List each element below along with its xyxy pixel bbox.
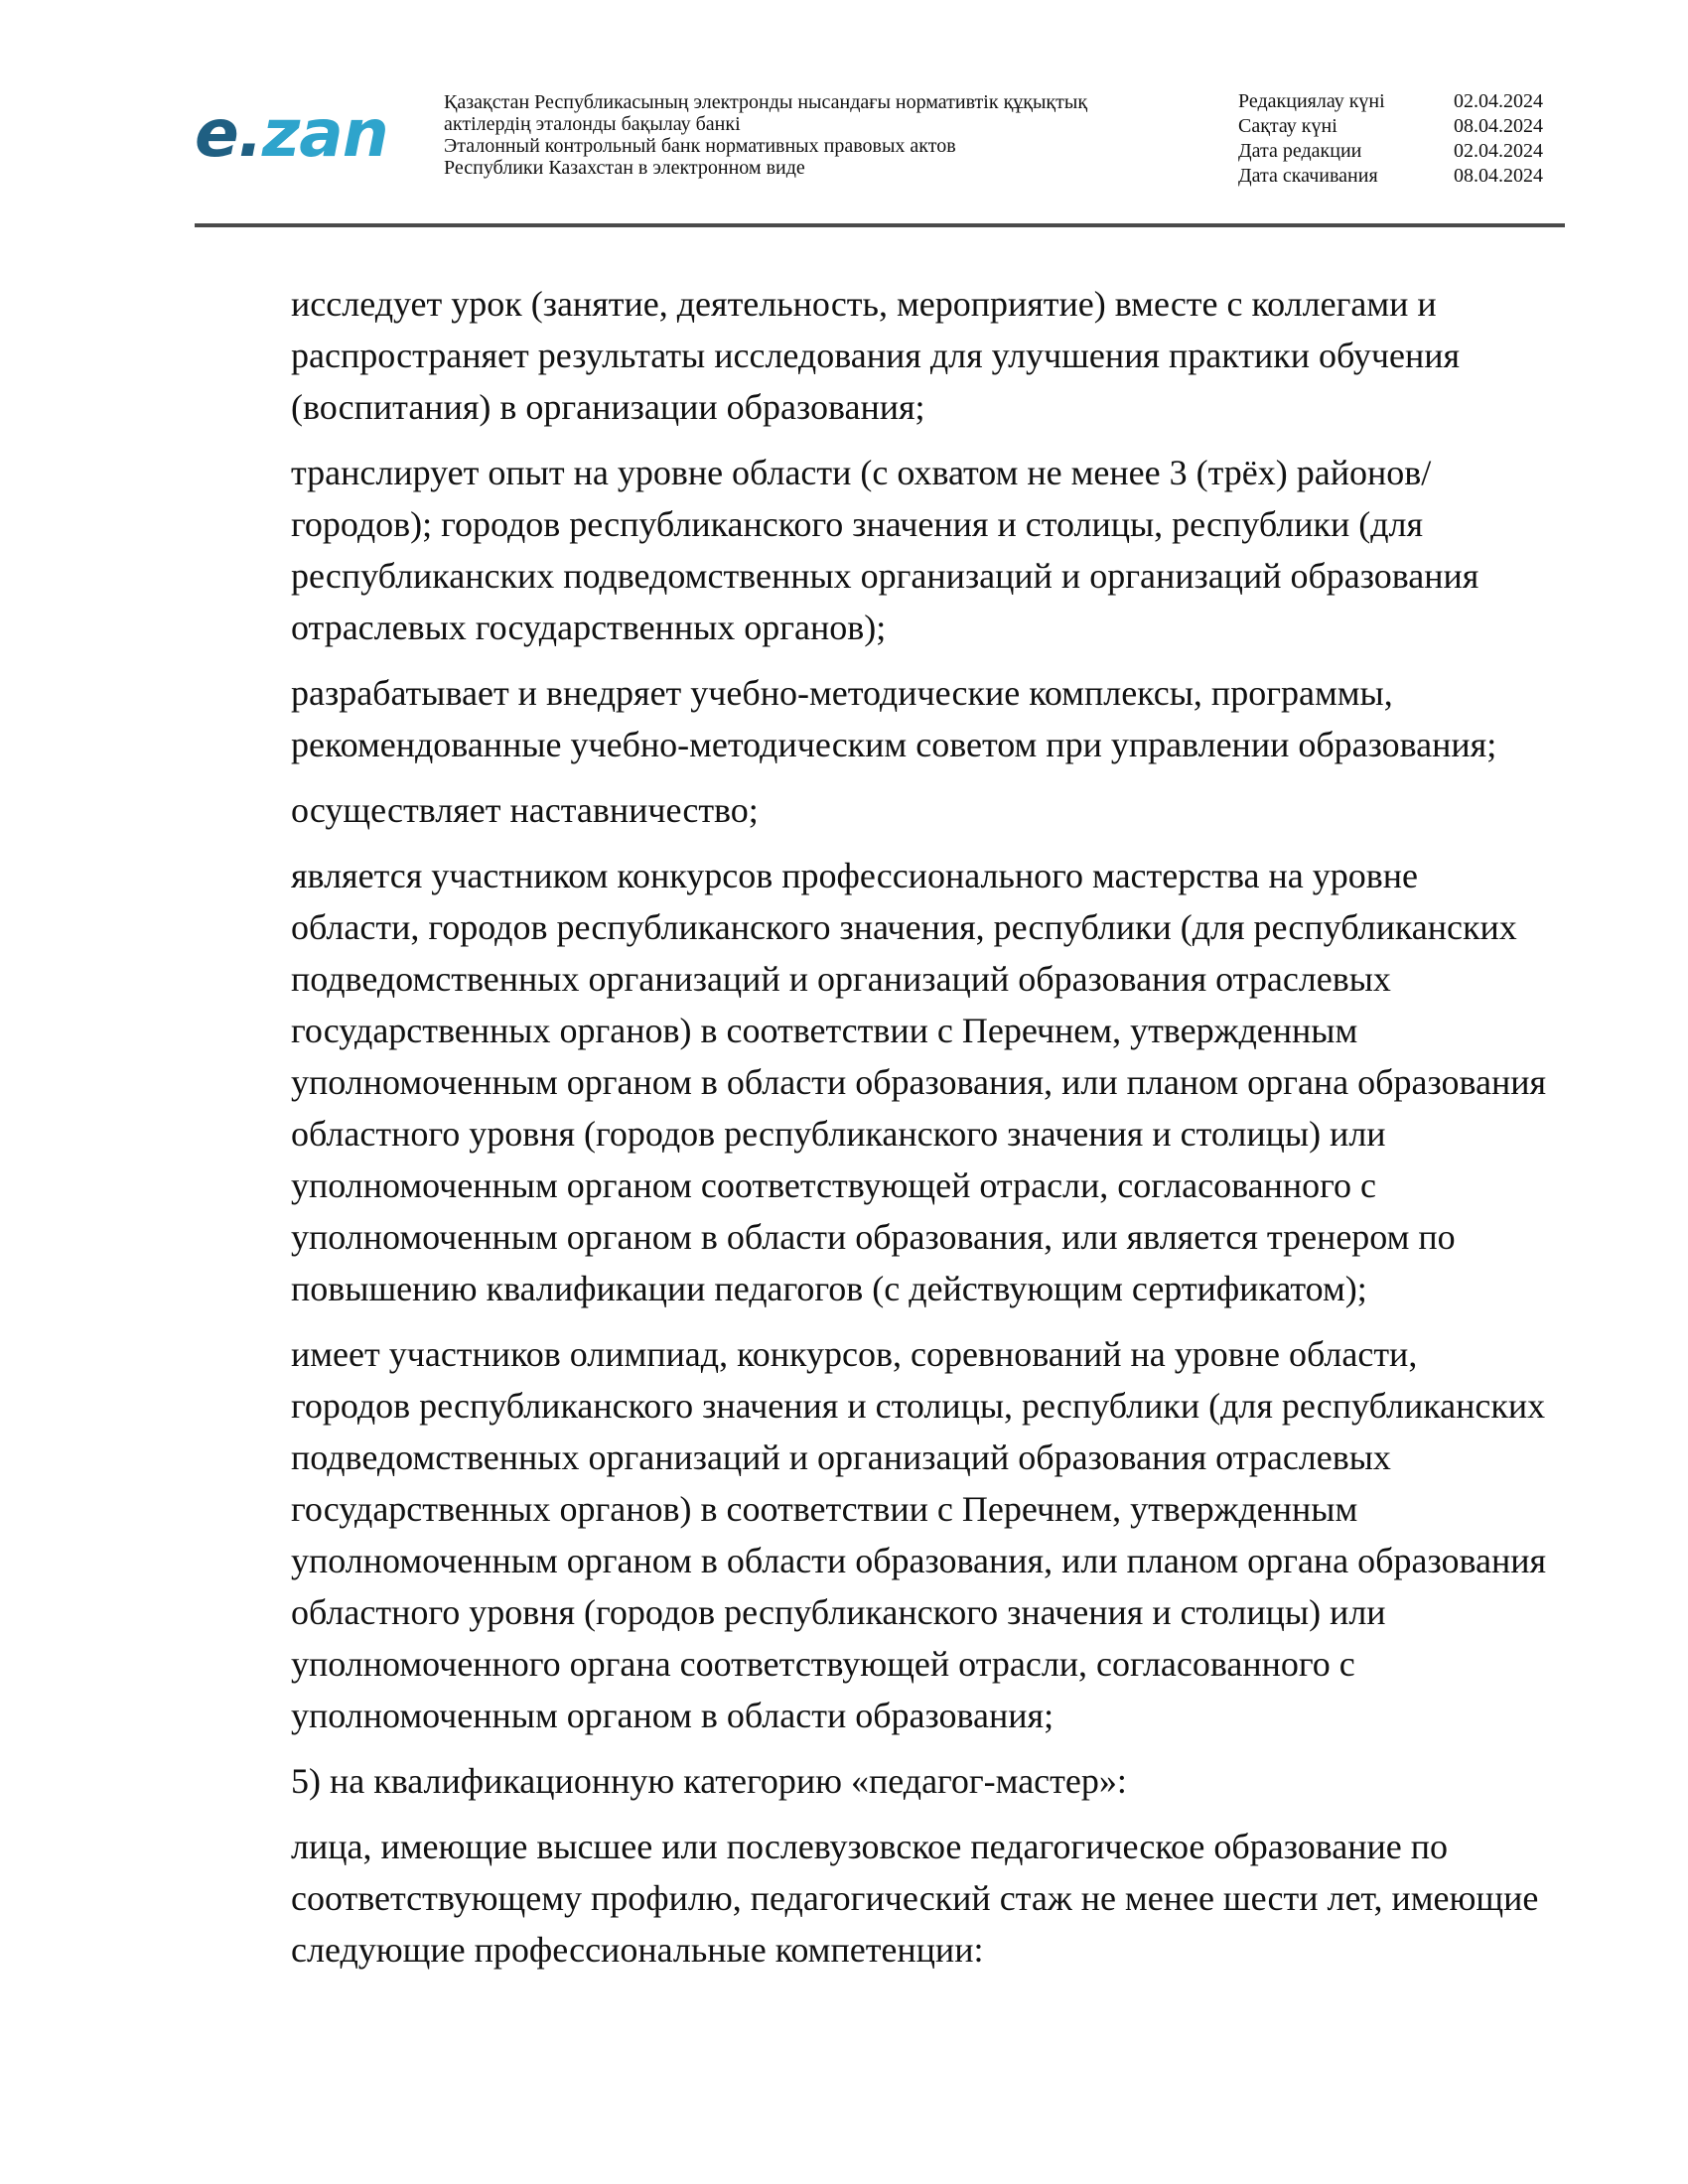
- header-title-line: актілердің эталонды бақылау банкі: [444, 113, 741, 135]
- header-title-line: Қазақстан Республикасының электронды нысандағы нормативтік құқықтық: [444, 91, 1088, 113]
- paragraph-line: городов республиканского значения и столицы, республики (для республиканских: [291, 1386, 1546, 1426]
- paragraph-line: уполномоченным органом соответствующей отрасли, согласованного с: [291, 1165, 1376, 1205]
- paragraph-line: уполномоченным органом в области образования;: [291, 1696, 1055, 1735]
- header-meta: [1238, 89, 1566, 189]
- paragraph-line: уполномоченного органа соответствующей отрасли, согласованного с: [291, 1644, 1355, 1684]
- paragraph-line: уполномоченным органом в области образования, или планом органа образования: [291, 1541, 1547, 1580]
- paragraph-line: уполномоченным органом в области образования, или является тренером по: [291, 1217, 1456, 1257]
- meta-label: Сақтау күні: [1238, 115, 1337, 137]
- meta-value: 08.04.2024: [1454, 115, 1543, 137]
- paragraph-line: городов); городов республиканского значения и столицы, республики (для: [291, 504, 1424, 544]
- paragraph-line: областного уровня (городов республиканского значения и столицы) или: [291, 1592, 1386, 1632]
- paragraph: [195, 447, 1565, 653]
- paragraph: [195, 667, 1565, 770]
- paragraph-line: республиканских подведомственных организаций и организаций образования: [291, 556, 1479, 596]
- meta-label: Дата скачивания: [1238, 165, 1378, 187]
- paragraph-line: 5) на квалификационную категорию «педагог-мастер»:: [291, 1761, 1127, 1801]
- meta-row-save-date-kz: [1238, 114, 1566, 139]
- paragraph: [195, 1328, 1565, 1741]
- header-divider: [195, 223, 1565, 227]
- paragraph: [195, 1821, 1565, 1976]
- paragraph-line: распространяет результаты исследования для улучшения практики обучения: [291, 336, 1461, 375]
- meta-row-edit-date: [1238, 139, 1566, 164]
- paragraph-line: подведомственных организаций и организаций образования отраслевых: [291, 1437, 1391, 1477]
- paragraph: [195, 850, 1565, 1314]
- ezan-logo: e.zan: [195, 95, 388, 172]
- paragraph-line: осуществляет наставничество;: [291, 790, 759, 830]
- document-body: [195, 278, 1565, 1989]
- paragraph-line: следующие профессиональные компетенции:: [291, 1930, 984, 1970]
- paragraph-line: лица, имеющие высшее или послевузовское педагогическое образование по: [291, 1827, 1448, 1866]
- meta-value: 08.04.2024: [1454, 165, 1543, 187]
- paragraph-line: отраслевых государственных органов);: [291, 608, 887, 647]
- meta-value: 02.04.2024: [1454, 140, 1543, 162]
- paragraph-line: соответствующему профилю, педагогический стаж не менее шести лет, имеющие: [291, 1878, 1539, 1918]
- paragraph-line: разрабатывает и внедряет учебно-методические комплексы, программы,: [291, 673, 1393, 713]
- paragraph-line: области, городов республиканского значения, республики (для республиканских: [291, 907, 1517, 947]
- header-title-line: Республики Казахстан в электронном виде: [444, 157, 805, 179]
- paragraph-line: исследует урок (занятие, деятельность, мероприятие) вместе с коллегами и: [291, 284, 1437, 324]
- meta-row-download-date: [1238, 164, 1566, 189]
- paragraph-line: (воспитания) в организации образования;: [291, 387, 925, 427]
- header-title-line: Эталонный контрольный банк нормативных правовых актов: [444, 135, 956, 157]
- paragraph: [195, 1755, 1565, 1807]
- paragraph-line: государственных органов) в соответствии с Перечнем, утвержденным: [291, 1011, 1358, 1050]
- paragraph-line: является участником конкурсов профессионального мастерства на уровне: [291, 856, 1418, 895]
- paragraph-line: уполномоченным органом в области образования, или планом органа образования: [291, 1062, 1547, 1102]
- meta-label: Дата редакции: [1238, 140, 1362, 162]
- meta-label: Редакциялау күні: [1238, 90, 1385, 112]
- paragraph-line: имеет участников олимпиад, конкурсов, соревнований на уровне области,: [291, 1334, 1418, 1374]
- paragraph-line: областного уровня (городов республиканского значения и столицы) или: [291, 1114, 1386, 1154]
- paragraph-line: государственных органов) в соответствии с Перечнем, утвержденным: [291, 1489, 1358, 1529]
- meta-row-edit-date-kz: [1238, 89, 1566, 114]
- paragraph-line: повышению квалификации педагогов (с действующим сертификатом);: [291, 1269, 1367, 1308]
- paragraph-line: транслирует опыт на уровне области (с охватом не менее 3 (трёх) районов/: [291, 453, 1432, 492]
- paragraph-line: подведомственных организаций и организаций образования отраслевых: [291, 959, 1391, 999]
- header-titles: [444, 91, 1198, 179]
- meta-value: 02.04.2024: [1454, 90, 1543, 112]
- paragraph: [195, 278, 1565, 433]
- paragraph-line: рекомендованные учебно-методическим советом при управлении образования;: [291, 725, 1497, 764]
- paragraph: [195, 784, 1565, 836]
